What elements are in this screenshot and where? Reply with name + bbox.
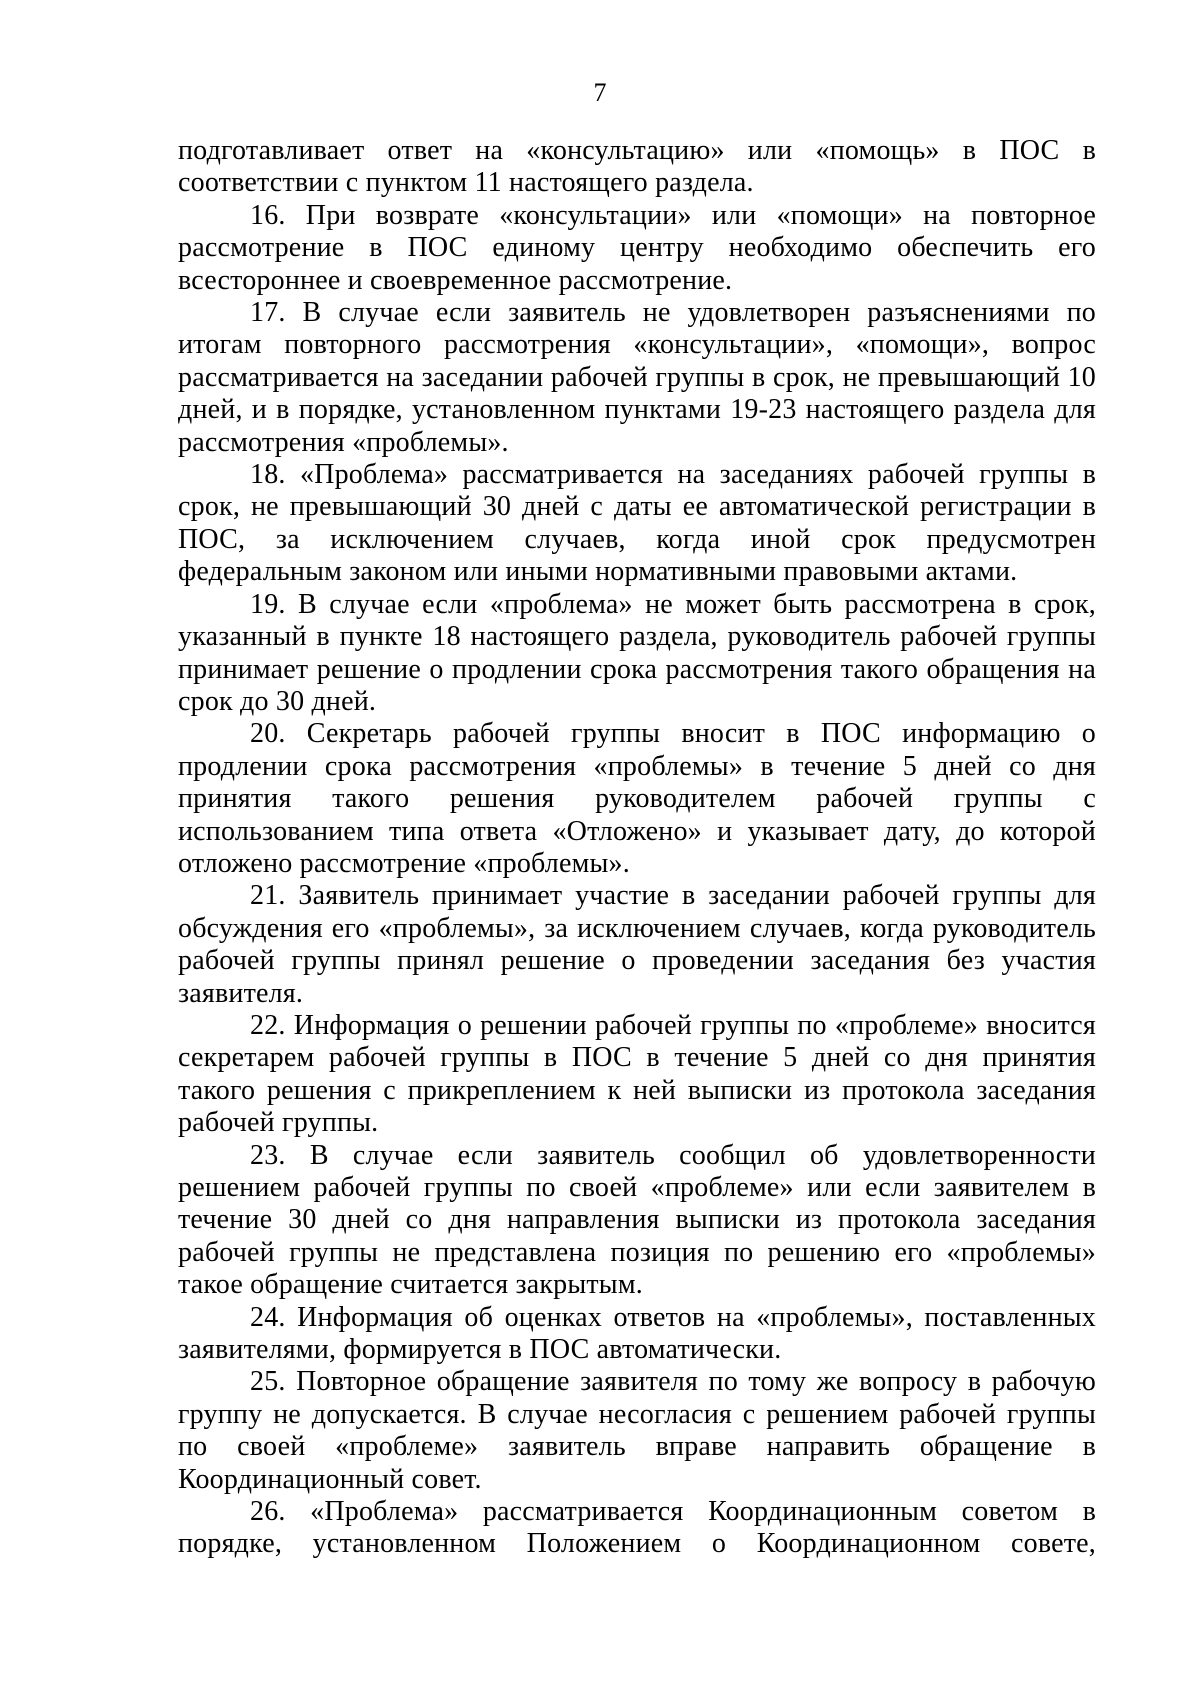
paragraph-22: 22. Информация о решении рабочей группы по «проблеме» вносится секретарем рабочей группы в ПОС в течение 5 дней со дня принятия такого решения с прикреплением к ней выписки из протокола заседания рабочей группы.	[178, 1009, 1096, 1139]
paragraph-21: 21. Заявитель принимает участие в заседании рабочей группы для обсуждения его «проблемы», за исключением случаев, когда руководитель рабочей группы принял решение о проведении заседания без участия заявителя.	[178, 880, 1096, 1009]
paragraph-17: 17. В случае если заявитель не удовлетворен разъяснениями по итогам повторного рассмотрения «консультации», «помощи», вопрос рассматривается на заседании рабочей группы в срок, не превышающий 10 дней, и в порядке, установленном пунктами 19-23 настоящего раздела для рассмотрения «проблемы».	[178, 297, 1096, 458]
paragraph-23: 23. В случае если заявитель сообщил об удовлетворенности решением рабочей группы по своей «проблеме» или если заявителем в течение 30 дней со дня направления выписки из протокола заседания рабочей группы не представлена позиция по решению его «проблемы» такое обращение считается закрытым.	[178, 1139, 1096, 1301]
paragraph-24: 24. Информация об оценках ответов на «проблемы», поставленных заявителями, формируется в ПОС автоматически.	[178, 1301, 1096, 1366]
paragraph-25: 25. Повторное обращение заявителя по тому же вопросу в рабочую группу не допускается. В случае несогласия с решением рабочей группы по своей «проблеме» заявитель вправе направить обращение в Координационный совет.	[178, 1366, 1096, 1495]
paragraph-15-continuation: подготавливает ответ на «консультацию» или «помощь» в ПОС в соответствии с пунктом 11 настоящего раздела.	[178, 135, 1096, 199]
paragraph-20: 20. Секретарь рабочей группы вносит в ПОС информацию о продлении срока рассмотрения «проблемы» в течение 5 дней со дня принятия такого решения руководителем рабочей группы с использованием типа ответа «Отложено» и указывает дату, до которой отложено рассмотрение «проблемы».	[178, 718, 1096, 879]
paragraph-16: 16. При возврате «консультации» или «помощи» на повторное рассмотрение в ПОС единому центру необходимо обеспечить его всестороннее и своевременное рассмотрение.	[178, 199, 1096, 296]
page-number: 7	[593, 78, 607, 107]
paragraph-18: 18. «Проблема» рассматривается на заседаниях рабочей группы в срок, не превышающий 30 дней с даты ее автоматической регистрации в ПОС, за исключением случаев, когда иной срок предусмотрен федеральным законом или иными нормативными правовыми актами.	[178, 459, 1096, 588]
paragraph-26: 26. «Проблема» рассматривается Координационным советом в порядке, установленном Положением о Координационном совете,	[178, 1496, 1096, 1560]
document-body	[178, 135, 1096, 1561]
paragraph-19: 19. В случае если «проблема» не может быть рассмотрена в срок, указанный в пункте 18 настоящего раздела, руководитель рабочей группы принимает решение о продлении срока рассмотрения такого обращения на срок до 30 дней.	[178, 588, 1096, 717]
